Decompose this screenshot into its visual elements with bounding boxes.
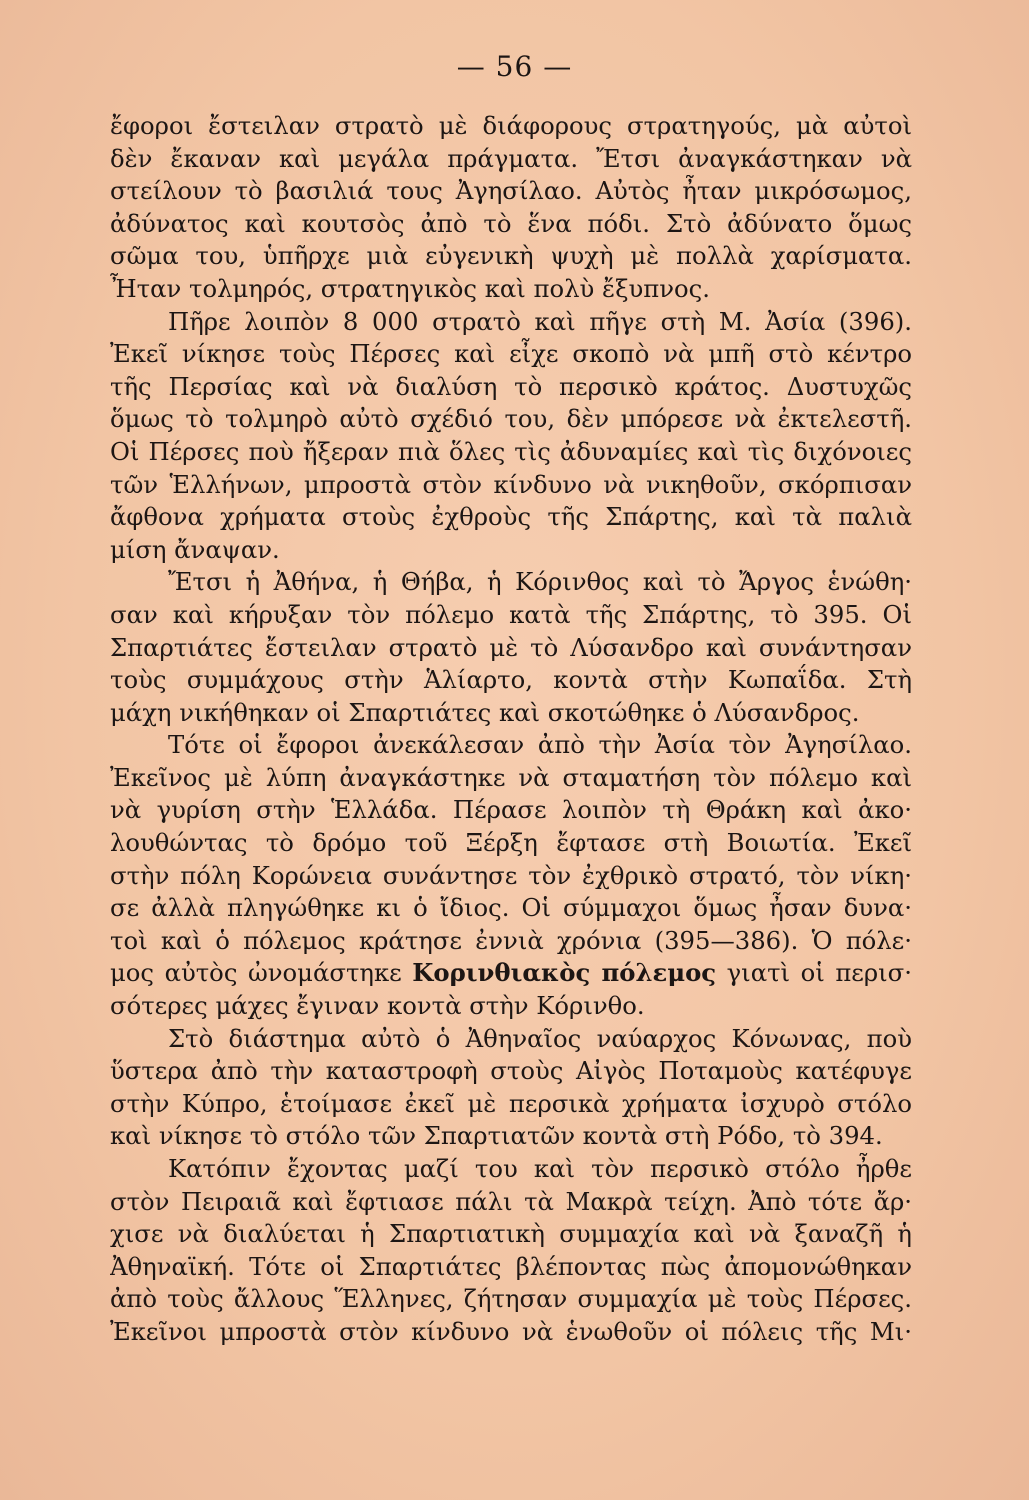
text-line: καὶ νίκησε τὸ στόλο τῶν Σπαρτιατῶν κοντὰ στὴ Ρόδο, τὸ 394. xyxy=(110,1121,883,1151)
text-line: Στὸ διάστημα αὐτὸ ὁ Ἀθηναῖος ναύαρχος Κόνωνας, ποὺ xyxy=(168,1023,912,1053)
text-line: λουθώντας τὸ δρόμο τοῦ Ξέρξη ἔφτασε στὴ Βοιωτία. Ἐκεῖ xyxy=(110,828,912,858)
text-line: ἀδύνατος καὶ κουτσὸς ἀπὸ τὸ ἕνα πόδι. Στὸ ἀδύνατο ὅμως xyxy=(110,208,912,238)
body-text xyxy=(110,110,912,1349)
text-line: τῆς Περσίας καὶ νὰ διαλύση τὸ περσικὸ κράτος. Δυστυχῶς xyxy=(110,371,912,401)
text-line xyxy=(110,957,912,990)
text-line: Τότε οἱ ἔφοροι ἀνεκάλεσαν ἀπὸ τὴν Ἀσία τὸν Ἀγησίλαο. xyxy=(168,730,912,760)
text-line: Πῆρε λοιπὸν 8 000 στρατὸ καὶ πῆγε στὴ Μ. Ἀσία (396). xyxy=(168,306,912,336)
text-line: τοὶ καὶ ὁ πόλεμος κράτησε ἐννιὰ χρόνια (395—386). Ὁ πόλε· xyxy=(110,925,912,955)
text-line: μάχη νικήθηκαν οἱ Σπαρτιάτες καὶ σκοτώθηκε ὁ Λύσανδρος. xyxy=(110,697,860,727)
text-line: Οἱ Πέρσες ποὺ ἤξεραν πιὰ ὅλες τὶς ἀδυναμίες καὶ τὶς διχόνοιες xyxy=(110,436,912,466)
text-line: Ἦταν τολμηρός, στρατηγικὸς καὶ πολὺ ἔξυπνος. xyxy=(110,273,710,303)
text-line: Σπαρτιάτες ἔστειλαν στρατὸ μὲ τὸ Λύσανδρο καὶ συνάντησαν xyxy=(110,632,912,662)
text-line: Ἐκεῖνος μὲ λύπη ἀναγκάστηκε νὰ σταματήση τὸν πόλεμο καὶ xyxy=(110,762,912,792)
text-line: ὅμως τὸ τολμηρὸ αὐτὸ σχέδιό του, δὲν μπόρεσε νὰ ἐκτελεστῆ. xyxy=(110,404,912,434)
text-line: ἄφθονα χρήματα στοὺς ἐχθροὺς τῆς Σπάρτης, καὶ τὰ παλιὰ xyxy=(110,502,912,532)
text-line: τῶν Ἑλλήνων, μπροστὰ στὸν κίνδυνο νὰ νικηθοῦν, σκόρπισαν xyxy=(110,469,912,499)
text-line: στὴν Κύπρο, ἑτοίμασε ἐκεῖ μὲ περσικὰ χρήματα ἰσχυρὸ στόλο xyxy=(110,1088,912,1118)
text-fragment: μος αὐτὸς ὠνομάστηκε xyxy=(110,958,402,988)
text-line: Ἐκεῖνοι μπροστὰ στὸν κίνδυνο νὰ ἑνωθοῦν οἱ πόλεις τῆς Μι· xyxy=(110,1316,912,1346)
text-line: μίση ἄναψαν. xyxy=(110,534,280,564)
text-line: νὰ γυρίση στὴν Ἑλλάδα. Πέρασε λοιπὸν τὴ Θράκη καὶ ἀκο· xyxy=(110,795,912,825)
text-line: στὴν πόλη Κορώνεια συνάντησε τὸν ἐχθρικὸ στρατό, τὸν νίκη· xyxy=(110,860,912,890)
text-line: τοὺς συμμάχους στὴν Ἁλίαρτο, κοντὰ στὴν Κωπαΐδα. Στὴ xyxy=(110,665,912,695)
text-line: δὲν ἔκαναν καὶ μεγάλα πράγματα. Ἔτσι ἀναγκάστηκαν νὰ xyxy=(110,143,912,173)
text-line: σαν καὶ κήρυξαν τὸν πόλεμο κατὰ τῆς Σπάρτης, τὸ 395. Οἱ xyxy=(110,599,912,629)
text-line: σῶμα του, ὑπῆρχε μιὰ εὐγενικὴ ψυχὴ μὲ πολλὰ χαρίσματα. xyxy=(110,241,912,271)
page-number: — 56 — xyxy=(456,50,573,83)
text-line: ἀπὸ τοὺς ἄλλους Ἕλληνες, ζήτησαν συμμαχία μὲ τοὺς Πέρσες. xyxy=(110,1284,912,1314)
text-line: στὸν Πειραιᾶ καὶ ἔφτιασε πάλι τὰ Μακρὰ τείχη. Ἀπὸ τότε ἄρ· xyxy=(110,1186,912,1216)
text-line: Ἐκεῖ νίκησε τοὺς Πέρσες καὶ εἶχε σκοπὸ νὰ μπῆ στὸ κέντρο xyxy=(110,339,912,369)
bold-term: Κορινθιακὸς πόλεμος xyxy=(412,958,717,988)
text-fragment: γιατὶ οἱ περισ· xyxy=(726,958,912,988)
text-line: στείλουν τὸ βασιλιά τους Ἀγησίλαο. Αὐτὸς ἦταν μικρόσωμος, xyxy=(110,176,912,206)
text-line: ἔφοροι ἔστειλαν στρατὸ μὲ διάφορους στρατηγούς, μὰ αὐτοὶ xyxy=(110,111,912,140)
text-line: χισε νὰ διαλύεται ἡ Σπαρτιατικὴ συμμαχία καὶ νὰ ξαναζῆ ἡ xyxy=(110,1219,912,1249)
text-line: Κατόπιν ἔχοντας μαζί του καὶ τὸν περσικὸ στόλο ἦρθε xyxy=(168,1154,912,1183)
text-line: σότερες μάχες ἔγιναν κοντὰ στὴν Κόρινθο. xyxy=(110,991,645,1021)
text-line: ὕστερα ἀπὸ τὴν καταστροφὴ στοὺς Αἰγὸς Ποταμοὺς κατέφυγε xyxy=(110,1056,912,1086)
text-line: σε ἀλλὰ πληγώθηκε κι ὁ ἴδιος. Οἱ σύμμαχοι ὅμως ἦσαν δυνα· xyxy=(110,893,912,923)
text-line: Ἀθηναϊκή. Τότε οἱ Σπαρτιάτες βλέποντας πὼς ἀπομονώθηκαν xyxy=(110,1251,912,1281)
text-line: Ἔτσι ἡ Ἀθήνα, ἡ Θήβα, ἡ Κόρινθος καὶ τὸ Ἄργος ἑνώθη· xyxy=(168,567,912,597)
